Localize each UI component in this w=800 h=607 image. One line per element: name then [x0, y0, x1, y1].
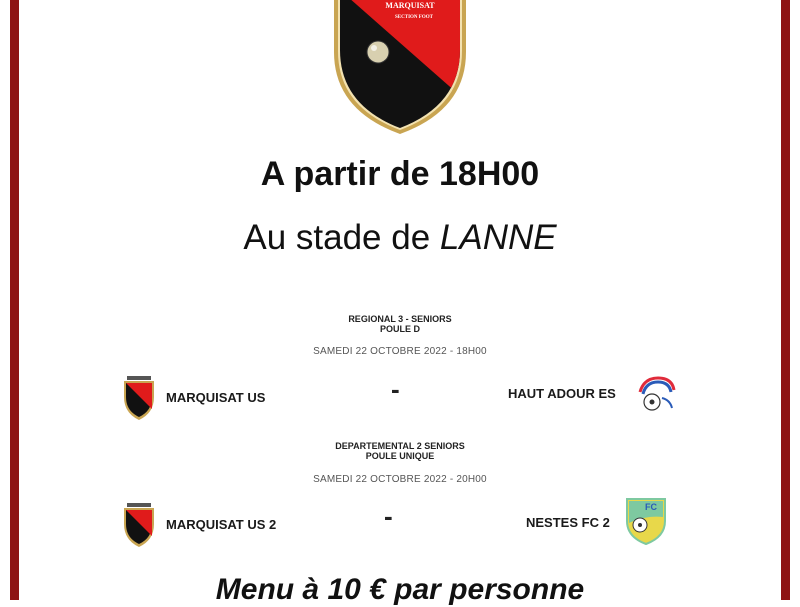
venue-name: LANNE: [439, 218, 557, 257]
venue-prefix: Au stade de: [243, 218, 440, 257]
match-2-competition: [19, 441, 781, 461]
menu-price-footer: Menu à 10 € par personne: [215, 573, 585, 606]
match-2-away-team: NESTES FC 2: [526, 515, 610, 530]
start-time-headline: A partir de 18H00: [260, 155, 540, 193]
match-1-away-team: HAUT ADOUR ES: [508, 386, 616, 401]
match-1-home-team: MARQUISAT US: [166, 390, 266, 405]
right-border: [781, 0, 790, 600]
nestes-logo-text: FC: [645, 502, 657, 512]
marquisat-small-crest-icon: [121, 375, 157, 421]
match-1-competition: [19, 314, 781, 334]
match-1-separator: -: [391, 374, 400, 404]
match-2-competition-line2: POULE UNIQUE: [365, 451, 435, 461]
match-1-date: SAMEDI 22 OCTOBRE 2022 - 18H00: [313, 346, 487, 357]
crest-section-text: SECTION FOOT: [395, 15, 433, 20]
poster: [19, 0, 781, 606]
crest-top-text: MARQUISAT: [385, 1, 435, 10]
match-2-competition-line1: DEPARTEMENTAL 2 SENIORS: [335, 441, 465, 451]
marquisat-small-crest-icon: [121, 502, 157, 548]
club-crest-logo: [330, 0, 470, 135]
match-2-date: SAMEDI 22 OCTOBRE 2022 - 20H00: [313, 474, 487, 485]
haut-adour-es-logo-icon: [636, 374, 678, 414]
match-1-competition-line2: POULE D: [379, 324, 420, 334]
match-1-competition-line1: REGIONAL 3 - SENIORS: [348, 314, 452, 324]
left-border: [10, 0, 19, 600]
match-2-home-team: MARQUISAT US 2: [166, 517, 277, 532]
match-2-separator: -: [384, 501, 393, 531]
nestes-fc-logo-icon: [624, 497, 668, 545]
venue-line: [19, 218, 781, 258]
